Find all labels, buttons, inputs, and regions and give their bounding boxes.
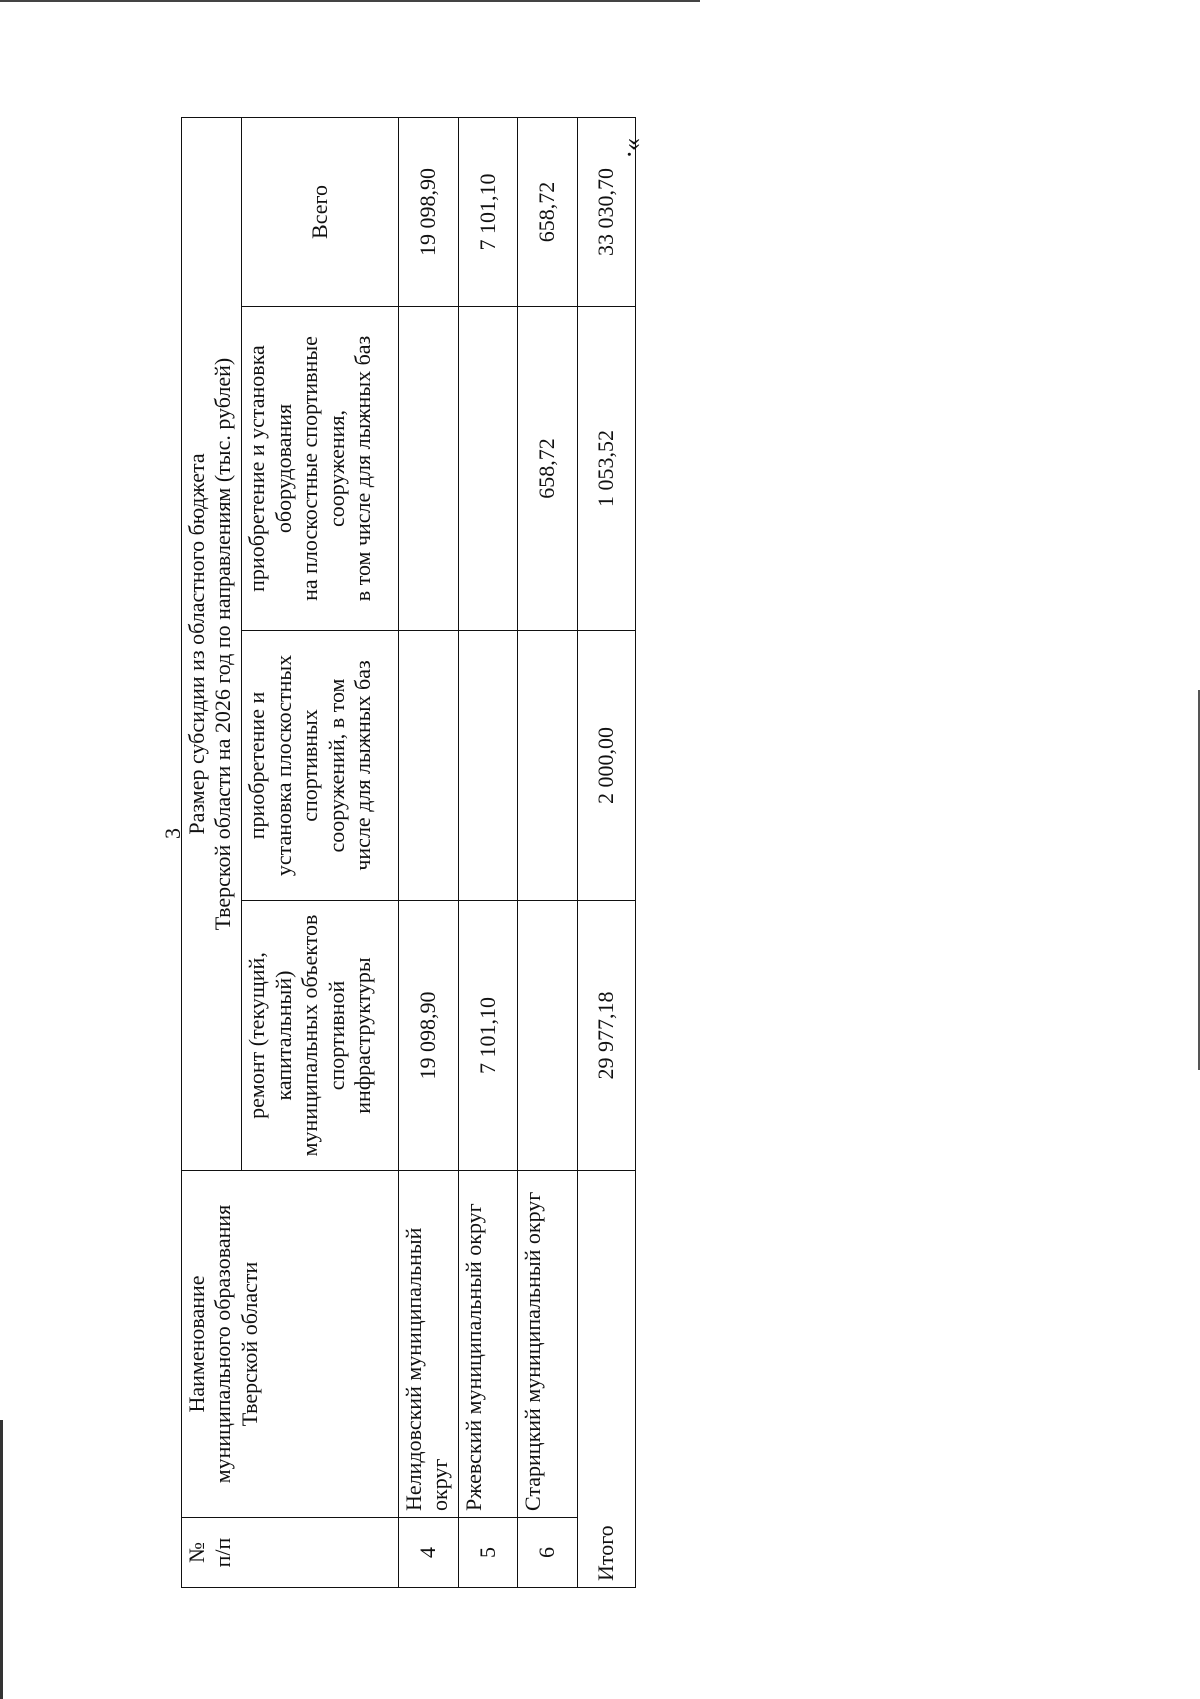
row-repair bbox=[518, 901, 577, 1171]
page-number: 3 bbox=[160, 828, 185, 839]
row-number: 6 bbox=[518, 1518, 577, 1588]
row-equipment bbox=[398, 307, 458, 631]
header-number: № п/п bbox=[182, 1518, 399, 1588]
row-total: 658,72 bbox=[518, 117, 577, 306]
subsidy-table-rotated bbox=[181, 118, 636, 1588]
row-purchase bbox=[398, 631, 458, 901]
total-label: Итого bbox=[577, 1171, 635, 1588]
subsidy-table bbox=[181, 117, 636, 1588]
total-row bbox=[577, 117, 635, 1587]
scan-edge-top bbox=[0, 0, 700, 2]
header-subsidy-group: Размер субсидии из областного бюджета Тверской области на 2026 год по направлениям (тыс. рублей) bbox=[182, 117, 242, 1170]
row-municipality: Ржевский муниципальный округ bbox=[458, 1171, 517, 1518]
row-municipality: Нелидовский муниципальный округ bbox=[398, 1171, 458, 1518]
row-equipment: 658,72 bbox=[518, 307, 577, 631]
row-municipality: Старицкий муниципальный округ bbox=[518, 1171, 577, 1518]
row-repair: 7 101,10 bbox=[458, 901, 517, 1171]
row-total: 7 101,10 bbox=[458, 117, 517, 306]
row-total: 19 098,90 bbox=[398, 117, 458, 306]
header-purchase-facilities: приобретение и установка плоскостных спортивных сооружений, в том числе для лыжных баз bbox=[242, 631, 398, 901]
table-row bbox=[458, 117, 517, 1587]
table-row bbox=[518, 117, 577, 1587]
header-purchase-equipment: приобретение и установка оборудования на плоскостные спортивные сооружения, в том числе для лыжных баз bbox=[242, 307, 398, 631]
total-repair: 29 977,18 bbox=[577, 901, 635, 1171]
table-row bbox=[398, 117, 458, 1587]
row-purchase bbox=[518, 631, 577, 901]
row-number: 5 bbox=[458, 1518, 517, 1588]
closing-quote-mark: ». bbox=[622, 138, 651, 158]
row-number: 4 bbox=[398, 1518, 458, 1588]
total-purchase: 2 000,00 bbox=[577, 631, 635, 901]
row-repair: 19 098,90 bbox=[398, 901, 458, 1171]
row-equipment bbox=[458, 307, 517, 631]
scan-edge-left bbox=[0, 1420, 3, 1699]
header-municipality: Наименование муниципального образования Тверской области bbox=[182, 1171, 399, 1518]
header-repair: ремонт (текущий, капитальный) муниципальных объектов спортивной инфраструктуры bbox=[242, 901, 398, 1171]
total-sum: 33 030,70 bbox=[577, 117, 635, 306]
header-total: Всего bbox=[242, 117, 398, 306]
total-equipment: 1 053,52 bbox=[577, 307, 635, 631]
row-purchase bbox=[458, 631, 517, 901]
